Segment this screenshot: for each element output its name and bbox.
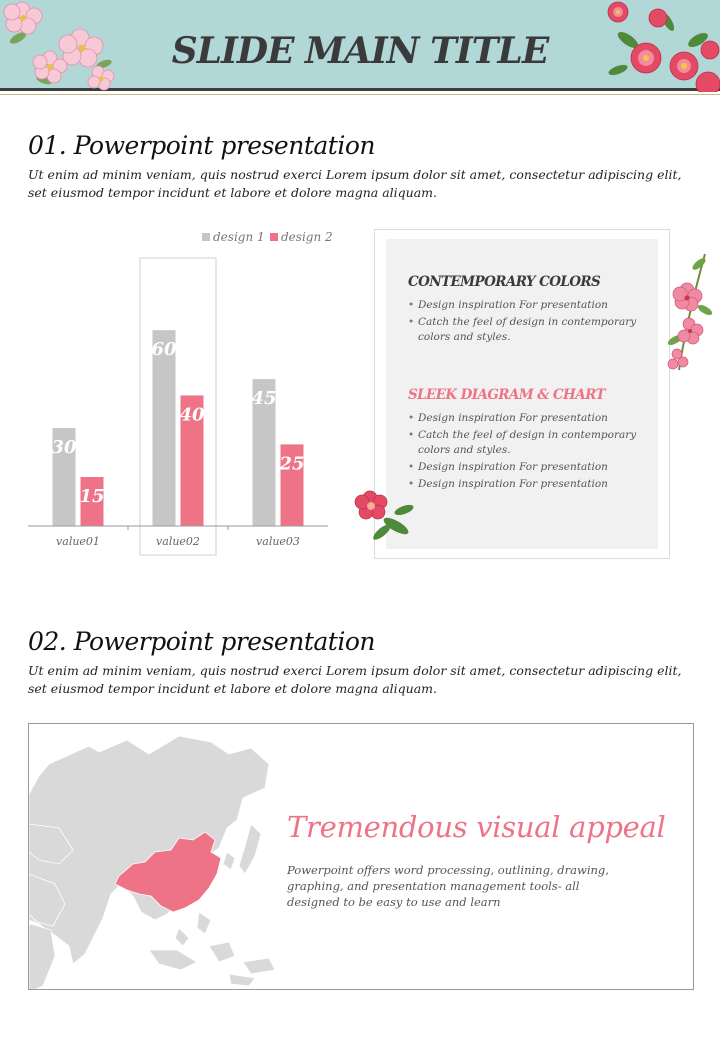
bar-data-label: 25 [279,453,305,475]
info-list-1-item: • Design inspiration For presentation [408,298,638,313]
asia-map [29,724,289,990]
info-list-2-item: • Design inspiration For presentation [408,477,638,492]
section-1-body: Ut enim ad minim veniam, quis nostrud exerci Lorem ipsum dolor sit amet, consectetur adipiscing elit, set eiusmod tempor incidunt et labore et dolore magna aliquam. [28,167,682,200]
info-list-1 [408,298,638,347]
highlight-frame [140,258,216,555]
info-list-2-item: • Design inspiration For presentation [408,411,638,426]
info-heading-contemporary: CONTEMPORARY COLORS [408,274,601,290]
legend-label: design 2 [281,230,333,244]
map-description: Powerpoint offers word processing, outlining, drawing, graphing, and presentation management tools- all designed to be easy to use and learn [287,863,609,909]
info-heading-sleek: SLEEK DIAGRAM & CHART [408,387,605,403]
legend-label: design 1 [213,230,265,244]
blossom-flower-icon [665,250,717,374]
x-tick-label: value01 [56,535,100,548]
legend-swatch [202,233,210,241]
bar-data-label: 40 [179,404,205,426]
legend-swatch [270,233,278,241]
bar-chart [24,222,334,562]
info-list-2-item: • Catch the feel of design in contemporary colors and styles. [408,428,638,458]
x-tick-label: value02 [156,535,200,548]
info-list-2 [408,411,638,494]
bar-chart-svg [24,222,334,562]
bar-data-label: 60 [151,339,177,361]
map-headline: Tremendous visual appeal [287,810,666,844]
bar-data-label: 30 [51,437,77,459]
section-2-heading: 02. Powerpoint presentation [28,627,375,656]
camellia-flower-icon [352,486,416,542]
info-list-1-item: • Catch the feel of design in contemporary colors and styles. [408,315,638,345]
info-panel [374,229,670,559]
x-tick-label: value03 [256,535,300,548]
map-panel [28,723,694,990]
bar-data-label: 45 [251,388,277,410]
bar-data-label: 15 [79,486,105,508]
section-2-body: Ut enim ad minim veniam, quis nostrud exerci Lorem ipsum dolor sit amet, consectetur adipiscing elit, set eiusmod tempor incidunt et labore et dolore magna aliquam. [28,663,682,696]
section-1-heading: 01. Powerpoint presentation [28,131,375,160]
slide-main-title: SLIDE MAIN TITLE [171,30,549,72]
header-divider-thin [0,94,720,95]
info-list-2-item: • Design inspiration For presentation [408,460,638,475]
